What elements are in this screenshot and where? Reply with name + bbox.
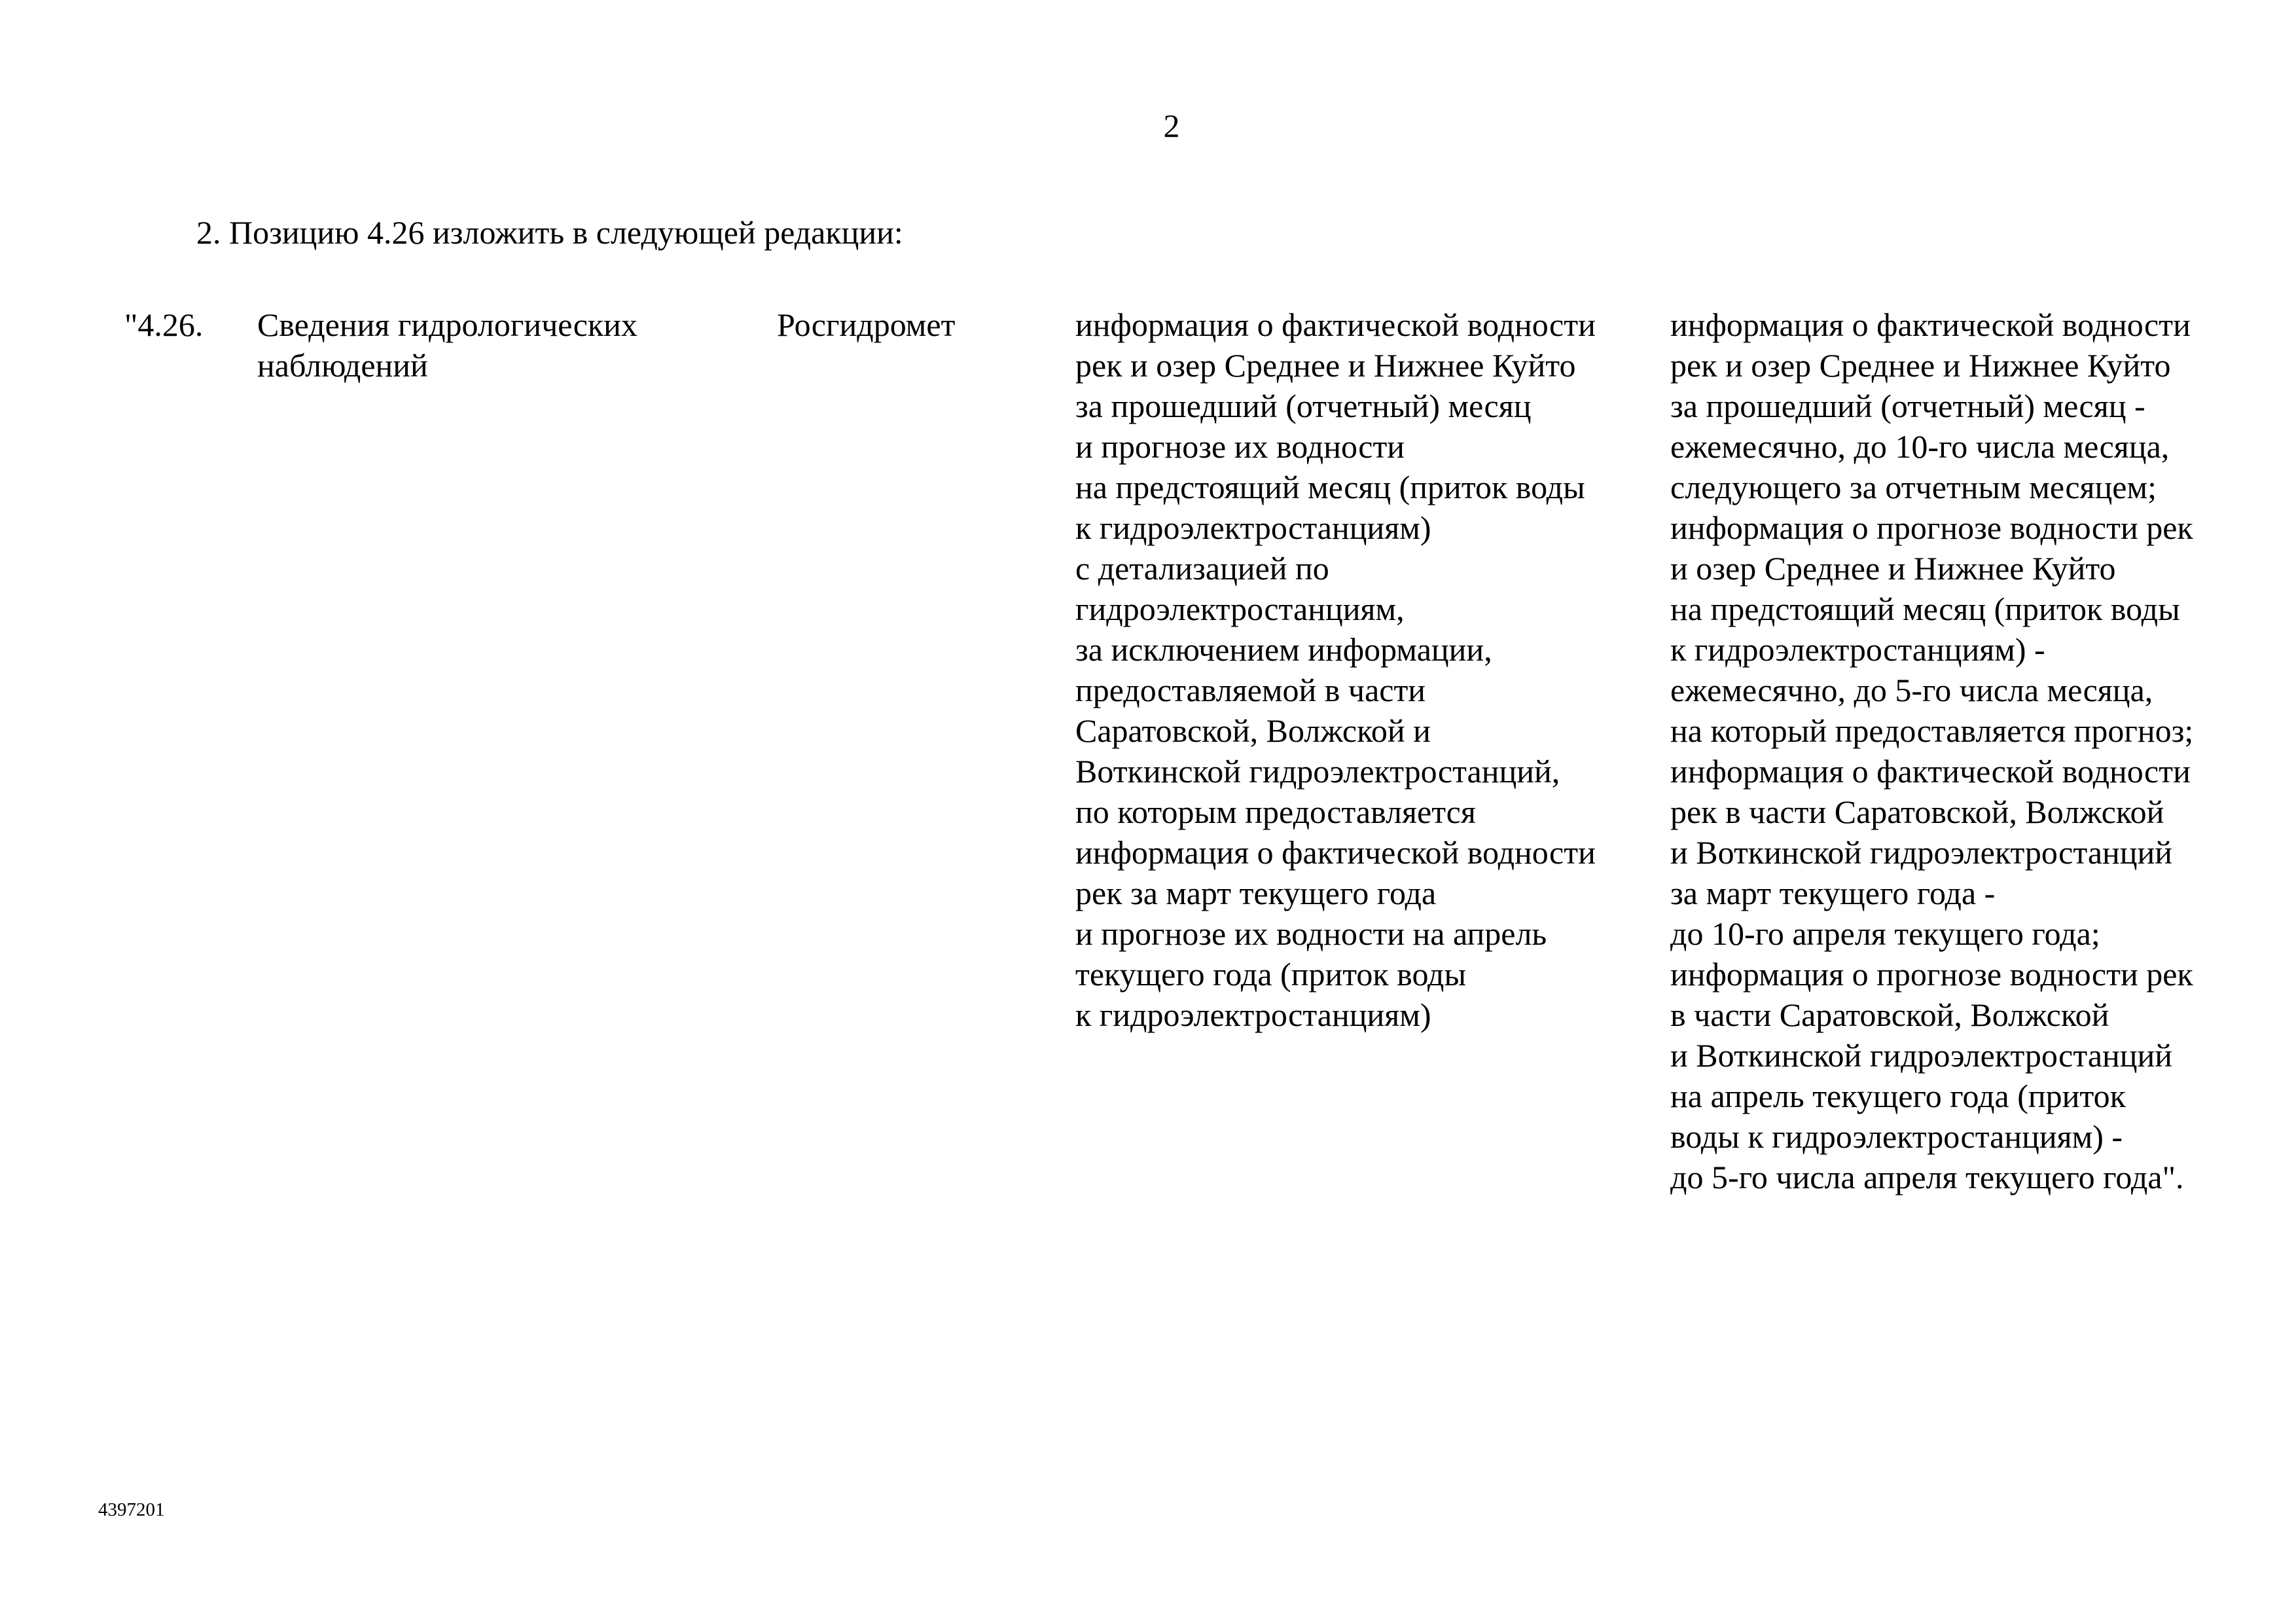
position-number: "4.26. — [124, 306, 204, 343]
page-number: 2 — [1163, 107, 1180, 144]
position-name: Сведения гидрологических наблюдений — [257, 306, 637, 384]
document-code: 4397201 — [98, 1499, 165, 1520]
information-content: информация о фактической водности рек и озер Среднее и Нижнее Куйто за прошедший (отчетный) месяц и прогнозе их водности на предстоящий месяц (приток воды к гидроэлектростанциям) с детализацией по гидроэлектростанциям, за исключением информации, предоставляемой в части Саратовской, Волжской и Воткинской гидроэлектростанций, по которым предоставляется информация о фактической водности рек за март текущего года и прогнозе их водности на апрель текущего года (приток воды к гидроэлектростанциям) — [1075, 306, 1596, 1033]
responsible-organization: Росгидромет — [777, 306, 956, 343]
amendment-intro: 2. Позицию 4.26 изложить в следующей редакции: — [196, 214, 903, 251]
submission-schedule: информация о фактической водности рек и озер Среднее и Нижнее Куйто за прошедший (отчетный) месяц - ежемесячно, до 10-го числа месяца, следующего за отчетным месяцем; информация о прогнозе водности рек и озер Среднее и Нижнее Куйто на предстоящий месяц (приток воды к гидроэлектростанциям) - ежемесячно, до 5-го числа месяца, на который предоставляется прогноз; информация о фактической водности рек в части Саратовской, Волжской и Воткинской гидроэлектростанций за март текущего года - до 10-го апреля текущего года; информация о прогнозе водности рек в части Саратовской, Волжской и Воткинской гидроэлектростанций на апрель текущего года (приток воды к гидроэлектростанциям) - до 5-го числа апреля текущего года". — [1670, 306, 2194, 1195]
